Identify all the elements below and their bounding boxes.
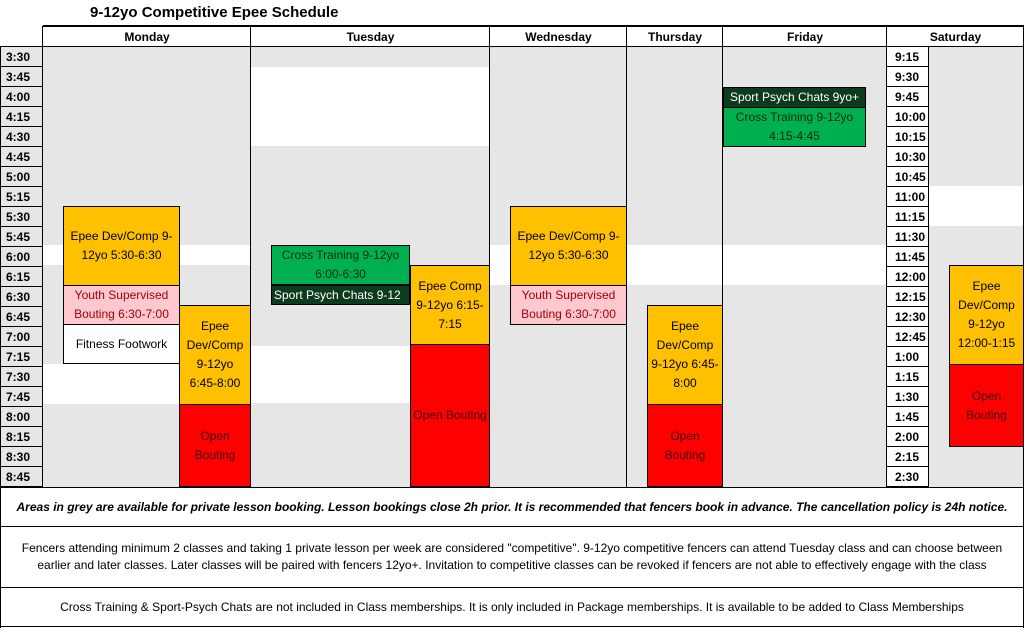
grid-divider (489, 26, 490, 488)
day-header-tuesday: Tuesday (251, 26, 490, 47)
time-label: 5:15 (0, 187, 43, 207)
note-competitive-fencers: Fencers attending minimum 2 classes and taking 1 private lesson per week are considered "competitive". 9-12yo competitive fencers can attend Tuesday class and can choose between earlier and later classes. Later classes will be paired with fencers 12yo+. Invitation to competitive classes can be revoked if fencers are not able to effectively engage with the class (21, 541, 1003, 572)
saturday-time-label: 11:00 (887, 187, 929, 207)
saturday-time-label: 12:30 (887, 307, 929, 327)
day-header-monday: Monday (43, 26, 251, 47)
class-monday-epee-dev-comp-late: Epee Dev/Comp 9-12yo 6:45-8:00 (179, 305, 251, 405)
grid-divider (722, 26, 723, 488)
saturday-time-label: 2:30 (887, 467, 929, 487)
tuesday-available-area-top (251, 47, 490, 67)
time-label: 6:45 (0, 307, 43, 327)
time-label: 4:15 (0, 107, 43, 127)
time-label: 8:30 (0, 447, 43, 467)
class-wednesday-youth-supervised-bouting: Youth Supervised Bouting 6:30-7:00 (510, 285, 627, 325)
saturday-time-label: 1:45 (887, 407, 929, 427)
day-header-wednesday: Wednesday (490, 26, 627, 47)
note-memberships: Cross Training & Sport-Psych Chats are not included in Class memberships. It is only included in Package memberships. It is available to be added to Class Memberships (60, 599, 964, 614)
saturday-time-label: 11:15 (887, 207, 929, 227)
class-tuesday-cross-training: Cross Training 9-12yo 6:00-6:30 (271, 245, 410, 285)
time-label: 7:15 (0, 347, 43, 367)
time-label: 4:30 (0, 127, 43, 147)
time-label: 7:45 (0, 387, 43, 407)
class-thursday-epee-dev-comp: Epee Dev/Comp 9-12yo 6:45-8:00 (647, 305, 723, 405)
saturday-time-label: 12:00 (887, 267, 929, 287)
time-label: 6:30 (0, 287, 43, 307)
saturday-time-label: 2:15 (887, 447, 929, 467)
saturday-time-label: 10:45 (887, 167, 929, 187)
time-label: 7:00 (0, 327, 43, 347)
time-label: 8:15 (0, 427, 43, 447)
class-monday-epee-dev-comp: Epee Dev/Comp 9-12yo 5:30-6:30 (63, 206, 180, 286)
grid-top-border (0, 46, 1024, 47)
class-friday-sport-psych-chats: Sport Psych Chats 9yo+ (723, 87, 866, 108)
saturday-time-label: 9:15 (887, 47, 929, 67)
monday-unavailable-gap-evening (43, 364, 180, 404)
saturday-time-label: 1:00 (887, 347, 929, 367)
friday-unavailable-gap (723, 245, 887, 285)
day-header-saturday: Saturday (887, 26, 1024, 47)
time-label: 8:00 (0, 407, 43, 427)
day-header-thursday: Thursday (627, 26, 723, 47)
grid-divider (886, 26, 887, 488)
class-monday-youth-supervised-bouting: Youth Supervised Bouting 6:30-7:00 (63, 285, 180, 325)
grid-divider (42, 26, 43, 488)
time-label: 6:00 (0, 247, 43, 267)
class-monday-fitness-footwork: Fitness Footwork (63, 324, 180, 364)
time-label: 8:45 (0, 467, 43, 487)
time-label: 6:15 (0, 267, 43, 287)
class-friday-cross-training: Cross Training 9-12yo 4:15-4:45 (723, 107, 866, 147)
grid-divider (928, 47, 929, 488)
time-label: 3:30 (0, 47, 43, 67)
time-label: 4:00 (0, 87, 43, 107)
page-title: 9-12yo Competitive Epee Schedule (90, 4, 339, 21)
saturday-time-label: 11:30 (887, 227, 929, 247)
saturday-time-label: 10:30 (887, 147, 929, 167)
class-wednesday-epee-dev-comp: Epee Dev/Comp 9-12yo 5:30-6:30 (510, 206, 627, 286)
saturday-time-label: 2:00 (887, 427, 929, 447)
class-tuesday-open-bouting: Open Bouting (410, 344, 490, 487)
time-label: 5:45 (0, 227, 43, 247)
saturday-time-label: 1:30 (887, 387, 929, 407)
class-saturday-open-bouting: Open Bouting (949, 364, 1024, 447)
thursday-unavailable-gap (627, 245, 723, 285)
time-label: 5:00 (0, 167, 43, 187)
class-thursday-open-bouting: Open Bouting (647, 404, 723, 487)
class-monday-open-bouting: Open Bouting (179, 404, 251, 487)
saturday-unavailable-gap (929, 186, 1024, 226)
saturday-time-label: 12:45 (887, 327, 929, 347)
class-saturday-epee-dev-comp: Epee Dev/Comp 9-12yo 12:00-1:15 (949, 265, 1024, 365)
time-label: 4:45 (0, 147, 43, 167)
time-label: 5:30 (0, 207, 43, 227)
grid-divider (626, 26, 627, 488)
saturday-time-label: 1:15 (887, 367, 929, 387)
note-divider (0, 626, 1024, 627)
saturday-time-label: 12:15 (887, 287, 929, 307)
grid-divider (250, 26, 251, 488)
time-label: 3:45 (0, 67, 43, 87)
saturday-time-label: 10:00 (887, 107, 929, 127)
note-grey-areas: Areas in grey are available for private lesson booking. Lesson bookings close 2h prior. It is recommended that fencers book in advance. The cancellation policy is 24h notice. (16, 499, 1008, 514)
saturday-time-label: 10:15 (887, 127, 929, 147)
time-label: 7:30 (0, 367, 43, 387)
grid-header-top-border (43, 25, 1024, 26)
grid-divider (0, 47, 1, 488)
class-tuesday-sport-psych-chats: Sport Psych Chats 9-12 (271, 285, 410, 305)
saturday-time-label: 9:30 (887, 67, 929, 87)
day-header-friday: Friday (723, 26, 887, 47)
class-tuesday-epee-comp: Epee Comp 9-12yo 6:15-7:15 (410, 265, 490, 345)
saturday-time-label: 11:45 (887, 247, 929, 267)
saturday-time-label: 9:45 (887, 87, 929, 107)
